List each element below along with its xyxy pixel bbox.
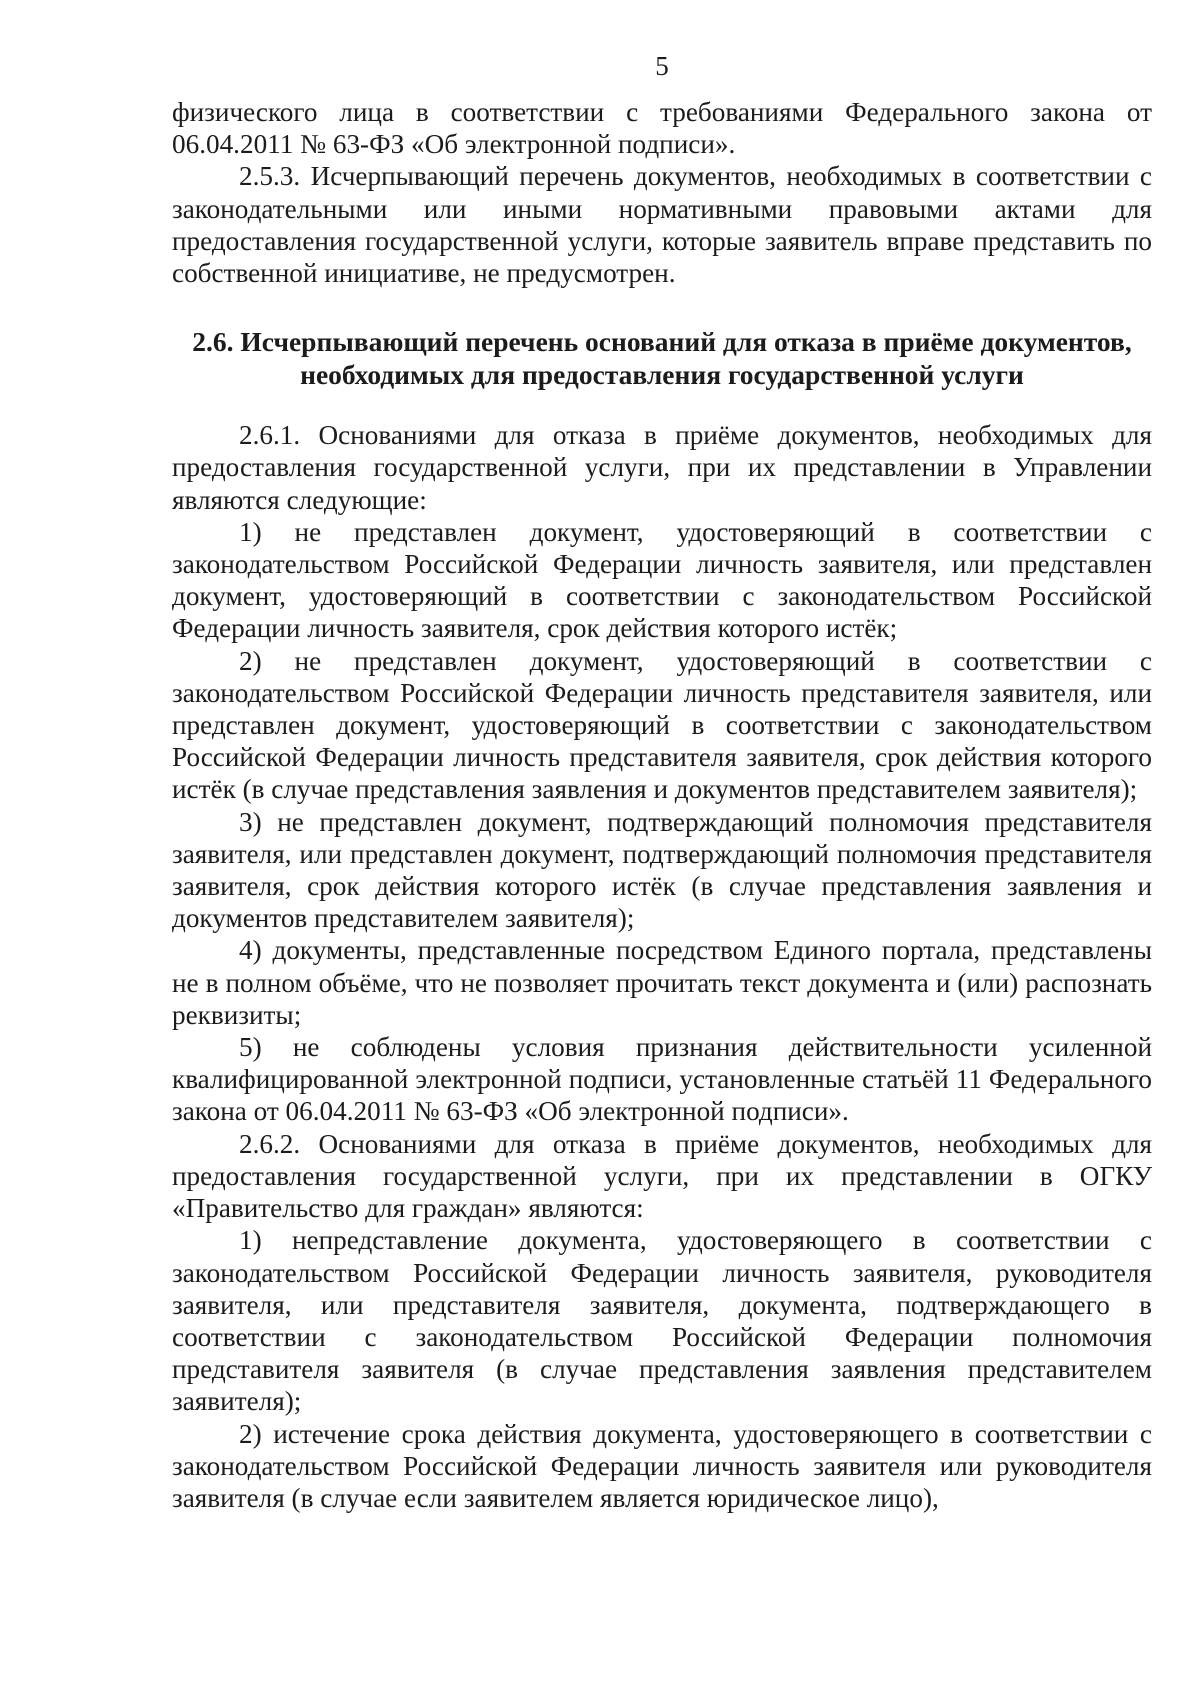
list-item-2-6-1-4: 4) документы, представленные посредством Единого портала, представлены не в полном объёме, что не позволяет прочитать текст документа и (или) распознать реквизиты; xyxy=(172,935,1152,1030)
paragraph-2-5-3: 2.5.3. Исчерпывающий перечень документов, необходимых в соответствии с законодательными или иными нормативными правовыми актами для предоставления государственной услуги, которые заявитель вправе представить по собственной инициативе, не предусмотрен. xyxy=(172,161,1152,289)
list-item-2-6-1-1: 1) не представлен документ, удостоверяющий в соответствии с законодательством Российской Федерации личность заявителя, или представлен документ, удостоверяющий в соответствии с законодательством Российской Федерации личность заявителя, срок действия которого истёк; xyxy=(172,516,1152,644)
spacer xyxy=(172,391,1152,419)
document-page xyxy=(172,50,1152,1514)
list-item-2-6-1-2: 2) не представлен документ, удостоверяющий в соответствии с законодательством Российской Федерации личность представителя заявителя, или представлен документ, удостоверяющий в соответствии с законодательством Российской Федерации личность представителя заявителя, срок действия которого истёк (в случае представления заявления и документов представителем заявителя); xyxy=(172,645,1152,805)
spacer xyxy=(172,289,1152,325)
list-item-2-6-1-5: 5) не соблюдены условия признания действительности усиленной квалифицированной электронной подписи, установленные статьёй 11 Федерального закона от 06.04.2011 № 63-ФЗ «Об электронной подписи». xyxy=(172,1032,1152,1127)
section-heading-2-6: 2.6. Исчерпывающий перечень оснований для отказа в приёме документов, необходимых для предоставления государственной услуги xyxy=(192,326,1132,391)
list-item-2-6-1-3: 3) не представлен документ, подтверждающий полномочия представителя заявителя, или представлен документ, подтверждающий полномочия представителя заявителя, срок действия которого истёк (в случае представления заявления и документов представителем заявителя); xyxy=(172,806,1152,934)
list-item-2-6-2-1: 1) непредставление документа, удостоверяющего в соответствии с законодательством Российской Федерации личность заявителя, руководителя заявителя, или представителя заявителя, документа, подтверждающего в соответствии с законодательством Российской Федерации полномочия представителя заявителя (в случае представления заявления представителем заявителя); xyxy=(172,1225,1152,1417)
paragraph-2-6-2-intro: 2.6.2. Основаниями для отказа в приёме документов, необходимых для предоставления государственной услуги, при их представлении в ОГКУ «Правительство для граждан» являются: xyxy=(172,1128,1152,1224)
paragraph-continuation: физического лица в соответствии с требованиями Федерального закона от 06.04.2011 № 63-ФЗ «Об электронной подписи». xyxy=(172,97,1152,160)
paragraph-2-6-1-intro: 2.6.1. Основаниями для отказа в приёме документов, необходимых для предоставления государственной услуги, при их представлении в Управлении являются следующие: xyxy=(172,420,1152,515)
list-item-2-6-2-2: 2) истечение срока действия документа, удостоверяющего в соответствии с законодательством Российской Федерации личность заявителя или руководителя заявителя (в случае если заявителем является юридическое лицо), xyxy=(172,1418,1152,1513)
page-number: 5 xyxy=(655,51,669,81)
